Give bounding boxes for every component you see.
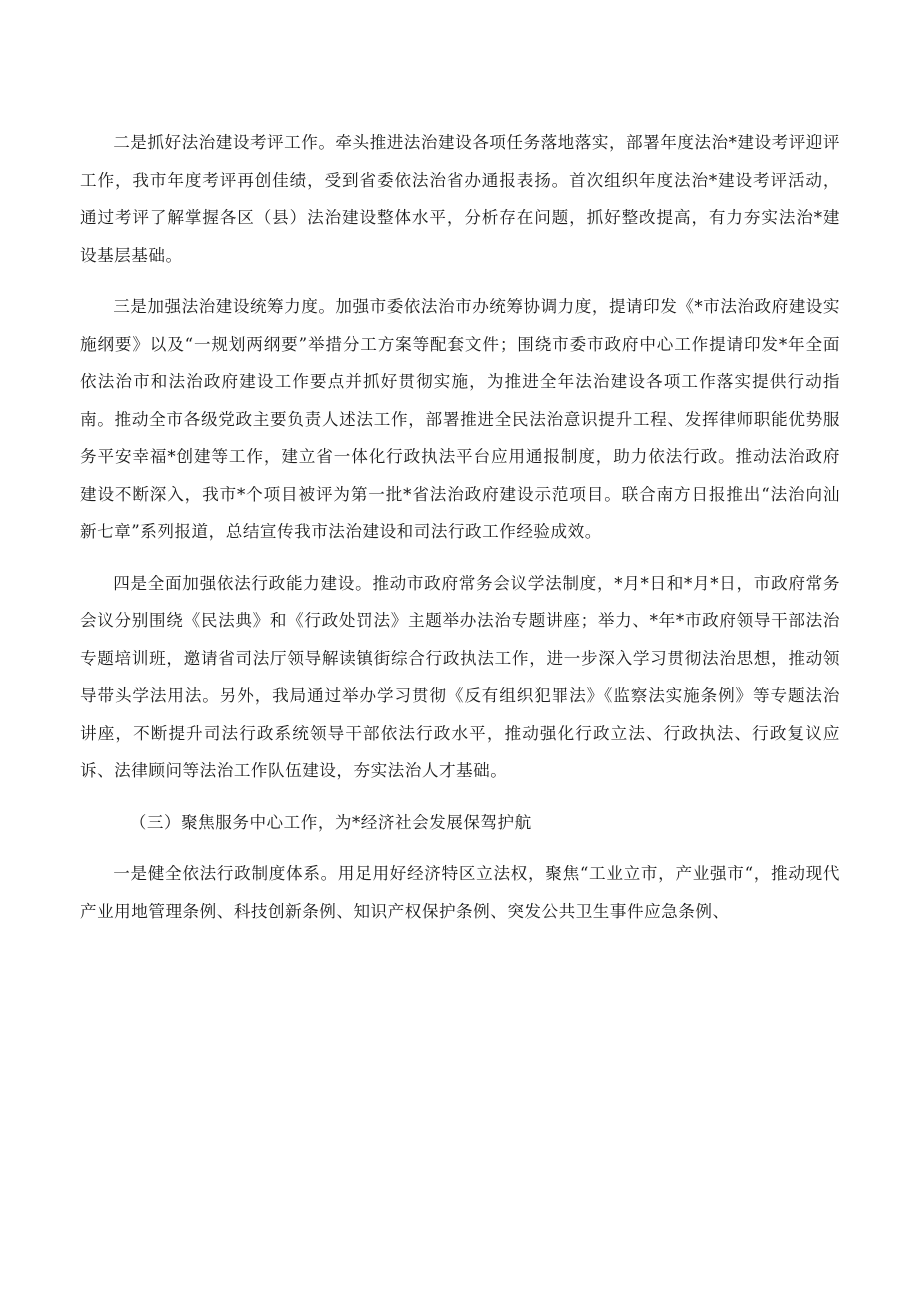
paragraph-assessment: 二是抓好法治建设考评工作。牵头推进法治建设各项任务落地落实，部署年度法治*建设考评迎评工作，我市年度考评再创佳绩，受到省委依法治省办通报表扬。首次组织年度法治*建设考评活动，通过考评了解掌握各区（县）法治建设整体水平，分析存在问题，抓好整改提高，有力夯实法治*建设基层基础。 [80, 133, 840, 265]
paragraph-capability: 四是全面加强依法行政能力建设。推动市政府常务会议学法制度，*月*日和*月*日，市政府常务会议分别围绕《民法典》和《行政处罚法》主题举办法治专题讲座；举力、*年*市政府领导干部法治专题培训班，邀请省司法厅领导解读镇街综合行政执法工作，进一步深入学习贯彻法治思想，推动领导带头学法用法。另外，我局通过举办学习贯彻《反有组织犯罪法》《监察法实施条例》等专题法治讲座，不断提升司法行政系统领导干部依法行政水平，推动强化行政立法、行政执法、行政复议应诉、法律顾问等法治工作队伍建设，夯实法治人才基础。 [80, 573, 840, 780]
paragraph-regulation: 一是健全依法行政制度体系。用足用好经济特区立法权，聚焦“工业立市，产业强市“，推动现代产业用地管理条例、科技创新条例、知识产权保护条例、突发公共卫生事件应急条例、 [80, 864, 840, 921]
paragraph-coordination: 三是加强法治建设统筹力度。加强市委依法治市办统筹协调力度，提请印发《*市法治政府建设实施纲要》以及“一规划两纲要”举措分工方案等配套文件；围绕市委市政府中心工作提请印发*年全面依法治市和法治政府建设工作要点并抓好贯彻实施，为推进全年法治建设各项工作落实提供行动指南。推动全市各级党政主要负责人述法工作，部署推进全民法治意识提升工程、发挥律师职能优势服务平安幸福*创建等工作，建立省一体化行政执法平台应用通报制度，助力依法行政。推动法治政府建设不断深入，我市*个项目被评为第一批*省法治政府建设示范项目。联合南方日报推出“法治向汕新七章”系列报道，总结宣传我市法治建设和司法行政工作经验成效。 [80, 297, 840, 541]
section-heading: （三）聚焦服务中心工作，为*经济社会发展保驾护航 [129, 812, 532, 832]
document-page [80, 124, 840, 944]
